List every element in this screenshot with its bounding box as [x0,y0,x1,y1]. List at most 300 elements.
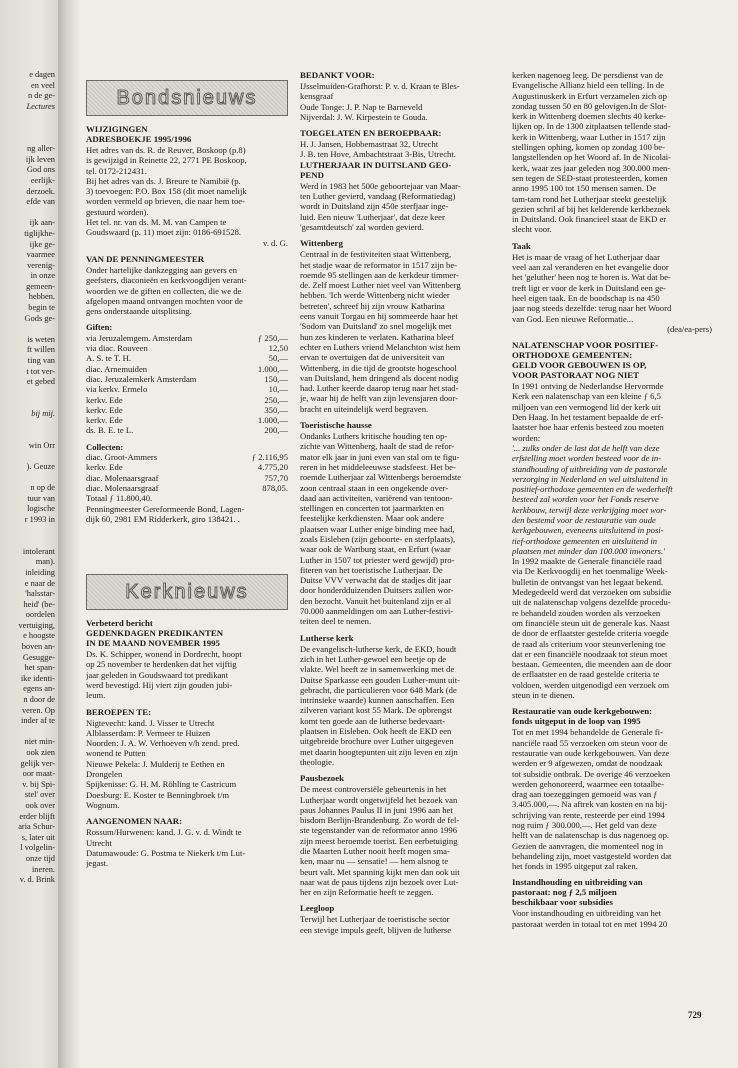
kerknieuws-banner [86,574,288,610]
text-line: geefsters, diaconieën en kerkvoogdijen verant- [86,275,247,286]
text-line: sen tegen de SED-staat protesteerden, komen [512,172,668,183]
text-line: hun zes kinderen te verlaten. Katharina bleef [300,331,454,342]
row-label: kerkv. Ede [86,394,123,405]
text-line: gestuurd worden). [86,206,149,217]
text-line: daad aan activiteiten, variërend van tentoon- [300,492,453,503]
fragment-line: ook zien [26,748,55,757]
row-label: diac. Molenaarsgraaf [86,482,159,493]
text-line: Nijverdal: J. W. Kirpestein te Gouda. [300,111,428,122]
fragment-line [0,451,55,462]
gifts-table [86,333,288,436]
section-title: ADRESBOEKJE 1995/1996 [86,134,192,144]
signature: v. d. G. [263,237,288,248]
text-line: Wognum. [86,799,120,810]
fragment-line [0,123,55,134]
text-line: treft ligt er voor de kerk in Duitsland een ge- [512,282,666,293]
text-line: Spijkenisse: G. H. M. Röhling te Castricum [86,779,237,790]
row-amount: 250,— [264,394,288,405]
fragment-line: gemeen- [26,281,55,291]
text-line: Augustinuskerk in Erfurt verzamelen zich op [512,90,667,101]
section-title: NALATENSCHAP VOOR POSITIEF- [512,340,659,351]
text-line: helft van de nalatenschap is dus nagenoeg op. [512,830,670,841]
paragraph [300,249,500,414]
section-title: Toeristische hausse [300,420,372,431]
text-line: bestaan. Gemeenten, die meenden aan de door [512,659,672,670]
fragment-line: n de ge- [28,91,55,101]
collections-heading: Collecten: [86,441,124,452]
text-line: 'gesamtdeutsch' zal worden gevierd. [300,221,424,232]
fragment-line [0,134,55,145]
row-amount: 150,— [264,373,288,384]
text-line: jaar geleden in Goudswaard tot predikant [86,669,228,680]
text-line: Drongelen [86,769,123,780]
table-row [86,462,288,472]
row-label: diac. Jeruzalemkerk Amsterdam [86,373,197,384]
fragment-line: ). Geuze [26,461,55,471]
text-line: uit de nalatenschap volgens dezelfde procedu- [512,597,671,608]
text-line: den bestemd voor de restauratie van oude [512,514,656,525]
fragment-line: boven an- [21,642,55,652]
text-line: behandeling zijn, moet vastgesteld worden dat [512,850,672,861]
column-1 [86,70,288,868]
fragment-line: oordelen [25,610,55,620]
text-line: Terwijl het Lutherjaar de toeristische sector [300,914,450,925]
text-line: had. Luther keerde daarop terug naar het stad- [300,383,459,394]
text-line: door honderdduizenden Duitsers zullen wor- [300,585,454,596]
fragment-line: v. bij Spi- [22,779,55,789]
fragment-line: veren. Op [21,705,55,715]
text-line: Den Haag. In het testament bepaalde de erf- [512,412,664,423]
fragment-line [0,324,55,335]
text-line: komt ten goede aan de lutherse bedevaart- [300,715,446,726]
row-amount: 4.775,20 [257,462,288,473]
text-line: is gewijzigd in Reinette 22, 2771 PE Boskoop, [86,155,247,166]
text-line: jegast. [86,858,109,869]
text-line: kerken nagenoeg leeg. De persdienst van de [512,70,664,80]
paragraph [512,70,712,235]
text-line: Ondanks Luthers kritische houding ten op- [300,431,448,442]
fragment-line [0,430,55,441]
section-title: ORTHODOXE GEMEENTEN: [512,350,633,361]
text-line: Nigtevecht: kand. J. Visser te Utrecht [86,717,215,728]
text-line: echter en Luthers vriend Melanchton wist hem [300,341,461,352]
text-line: betreten', schreef hij zijn vrouw Katharina [300,300,445,311]
paragraph [512,252,712,324]
column-2 [300,70,500,935]
fragment-line: verenig- [27,260,55,270]
table-row [86,374,288,384]
text-line: H. J. Jansen, Hobbemastraat 32, Utrecht [300,139,439,150]
section-title: IN DE MAAND NOVEMBER 1995 [86,638,220,649]
table-row [86,452,288,462]
text-line: veel aan zal veranderen en het evangelie door [512,262,669,273]
row-label: via Jeruzalemgem. Amsterdam [86,332,193,343]
text-line: kerk, waar zes jaar geleden nog 300.000 men- [512,162,671,173]
column-3 [512,70,712,929]
text-line: fiteren van het toeristische Lutherjaar. De [300,564,443,575]
text-line: op 25 november te herdenken dat het vijftig [86,659,237,670]
row-amount: 1.000,— [257,363,288,374]
text-line: Oude Tonge: J. P. Nap te Barneveld [300,101,423,112]
text-line: kerk in Wittenberg, waar Luther in 1517 zijn [512,131,666,142]
signature: (dea/ea-pers) [667,323,712,334]
paragraph [86,265,288,316]
fragment-line: eerlijk- [30,175,55,185]
text-line: tief-orthodoxe gemeenten en uitsluitend in [512,535,658,546]
text-line: worden vermeld op brieven, die naar hem toe- [86,196,245,207]
text-line: zijn meest beroemde toerist. Een eerbetuiging [300,835,458,846]
text-line: luid. Een nieuw 'Lutherjaar', dat deze keer [300,211,445,222]
text-line: kerkbouw, terwijl deze verkrijging moet wor- [512,504,667,515]
fragment-line: stel' over [24,790,55,800]
section-title: Taak [512,240,531,251]
fragment-line: vaarmee [26,250,55,260]
section-title: Instandhouding en uitbreiding van [512,877,643,888]
text-line: werd bevestigd. Hij viert zijn gouden jubi- [86,679,233,690]
row-label: kerkv. Ede [86,462,123,473]
row-label: kerkv. Ede [86,404,123,415]
text-line: theologie. [300,756,335,767]
row-label: diac. Molenaarsgraaf [86,472,159,483]
text-line: het fonds in 1995 uitgeput zal raken. [512,861,638,872]
text-line: roemde Lutherjaar zal Wittenbergs beroemdste [300,472,462,483]
fragment-line: erder blijft [19,811,55,821]
text-line: zich in het Luther-gewoel een beetje op de [300,653,447,664]
text-line: Noorden: J. A. W. Verhoeven v/h zend. pred. [86,738,240,749]
section-title: TOEGELATEN EN BEROEPBAAR: [300,128,442,139]
fragment-line: e dagen [29,70,55,79]
paragraph [86,827,288,868]
fragment-line: l volgelin- [20,843,55,853]
text-line: 3.405.000,—. Na aftrek van kosten en na bij- [512,799,668,810]
text-line: 3) toevoegen: P.O. Box 158 (dit moet namelijk [86,186,247,197]
text-line: werden gehonoreerd, waarmee een totaalbe- [512,778,664,789]
row-amount: 200,— [264,425,288,436]
text-line: de door de erflaatster gestelde criteria voegde [512,628,669,639]
fragment-line: v. d. Brink [19,875,55,885]
fragment-line [0,727,55,738]
text-line: hebben. 'Ich werde Wittenberg nicht wieder [300,290,450,301]
text-line: de erflaatster en de raad gestelde criteria te [512,669,660,680]
fragment-line: e naar de [24,578,55,588]
text-line: eens vanuit Torgau en hij sommeerde haar het [300,311,458,322]
text-line: Totaal ƒ 11.800,40. [86,493,153,504]
table-row [86,425,288,435]
text-line: reren in het middeleeuwse stadsfeest. Het be- [300,461,456,472]
fragment-line [0,473,55,484]
text-line: ste tegenstander van de reformator anno 1996 [300,825,458,836]
text-line: Evangelische Allianz hield een telling. In de [512,80,665,91]
row-amount: 12,50 [268,343,288,354]
text-line: jaar nog steeds dezelfde: terug naar het Woord [512,303,672,314]
text-line: den bezocht. Vanuit het buitenland zijn er al [300,595,452,606]
text-line: De meest controversiële gebeurtenis in het [300,784,447,795]
row-amount: 350,— [264,404,288,415]
text-line: re behandeld zouden worden als verzoeken [512,607,661,618]
fragment-line: ike identi- [20,673,55,683]
section-title: BEROEPEN TE: [86,706,152,717]
fragment-line: in onze [30,271,55,281]
fragment-line: God ons [26,165,55,175]
fragment-line: tiglijkhe- [24,228,55,238]
text-line: Bij het adres van ds. J. Breure te Namibië (p. [86,175,241,186]
paragraph [512,908,712,929]
text-line: roemde 95 stellingen aan de kerkdeur timmer- [300,269,459,280]
paragraph [512,556,712,700]
paragraph [300,181,500,232]
paragraph [300,914,500,935]
text-line: teiten deel te nemen. [300,616,372,627]
row-label: diac. Groot-Ammers [86,452,158,463]
fragment-line: win Orr [28,440,55,450]
fragment-line: egens an- [23,684,55,694]
fragment-line: vertuiging, [18,620,55,630]
text-line: plaatsen waar Luther enige binding mee had, [300,523,455,534]
text-line: Penningmeester Gereformeerde Bond, Lagen- [86,503,245,514]
text-line: zondag tussen 50 en 80 gelovigen.In de Slot- [512,100,667,111]
text-line: Nieuwe Pekela: J. Mulderij te Eethen en [86,758,225,769]
text-line: Ds. K. Schipper, wonend in Dordrecht, hoopt [86,649,242,660]
fragment-line: het span- [24,663,55,673]
text-line: stellingen ophing, komen op zondag 100 be- [512,142,665,153]
fragment-line: Lectures [26,101,55,111]
text-line: mator elk jaar in juni even van stal om te figu- [300,451,460,462]
text-line: met daarin hoogtepunten uit zijn leven en zijn [300,746,458,757]
section-title: pastoraat: nog ƒ 2,5 miljoen [512,887,617,898]
fragment-line: r 1993 in [24,514,55,524]
banner-title: Kerknieuws [125,580,249,603]
row-amount: ƒ 2.116,95 [251,452,288,463]
text-line: tel. 0172-212431. [86,165,147,176]
page-fold [58,0,80,1068]
text-line: paus Johannes Paulus II in juni 1996 aan het [300,804,453,815]
text-line: wonend te Putten [86,748,146,759]
text-line: feestelijke kerkdiensten. Maar ook andere [300,513,444,524]
fragment-line: aria Schur- [18,822,55,832]
text-line: zilveren variant kost 55 Mark. De opbrengst [300,705,453,716]
section-title: LUTHERJAAR IN DUITSLAND GEO- [300,159,452,170]
text-line: IJsselmuiden-Grafhorst: P. v. d. Kraan te Bles- [300,81,460,91]
row-amount: ƒ 250,— [257,332,288,343]
text-line: erfstelling moet worden besteed voor de in- [512,453,662,464]
text-line: waar ook de Wartburg staat, en Erfurt (waar [300,544,451,555]
fragment-line [0,112,55,123]
text-line: Onder hartelijke dankzegging aan gevers en [86,264,238,275]
text-line: bracht en uiteindelijk werd begraven. [300,403,429,414]
text-line: slecht voor. [512,224,552,235]
fragment-line: e hoogste [23,631,55,641]
text-line: heel eigen taak. En de boodschap is na 450 [512,292,660,303]
text-line: wordt in Duitsland zijn 450e sterfjaar inge- [300,201,449,212]
text-line: om financiële steun uit de generale kas. Naast [512,617,670,628]
fragment-line [0,536,55,547]
fragment-line: bij mij. [31,409,55,418]
fragment-line: oor maat- [22,769,55,779]
text-line: Wittenberg, in die tijd de grootste hogeschool [300,362,457,373]
paragraph [86,145,288,238]
text-line: Het is maar de vraag of het Lutherjaar daar [512,251,660,262]
fragment-line: Gesugge- [22,652,55,662]
text-line: ken, maar nu — sensatie! — hem alsnog te [300,856,449,867]
text-line: je, waar hij de helft van zijn levensjaren door- [300,393,459,404]
fragment-line: s, later uit [21,832,55,842]
section-title: PEND [300,169,324,180]
text-line: de raad als criterium voor steunverlening toe [512,638,666,649]
text-line: positief-orthodoxe gemeenten en de wederhelft [512,484,673,495]
text-line: het 'geluther' heen nog te horen is. Wat dat be- [512,272,671,283]
collections-table [86,452,288,493]
text-line: In 1992 maakte de Generale financiële raad [512,556,662,567]
fragment-line: logische [27,504,55,514]
row-label: ds. B. E. te L. [86,425,134,436]
text-line: leum. [86,690,106,701]
text-line: steun in te dienen. [512,690,575,701]
fragment-line: ting van [27,356,55,366]
section-title: VAN DE PENNINGMEESTER [86,253,205,264]
text-line: Utrecht [86,837,112,848]
fragment-line: hebben. [28,292,55,302]
fragment-line: n door de [23,695,55,705]
text-line: zoals Eisleben (zijn geboorte- en sterfplaats), [300,533,456,544]
text-line: Gezien de aanvragen, die momenteel nog in [512,840,664,851]
text-line: Voor instandhouding en uitbreiding van het [512,908,662,919]
fragment-line [0,388,55,399]
text-line: Luther in 1507 tot priester werd gewijd) pro- [300,554,455,565]
table-row [86,473,288,483]
paragraph [300,139,500,160]
fragment-line: ng aller- [27,144,55,154]
text-line: Werd in 1983 het 500e geboortejaar van Maar- [300,180,461,191]
fragment-line: derzoek. [26,186,55,196]
section-title: Verbeterd bericht [86,618,153,629]
fragment-line: is weten [27,334,55,344]
text-line: Datumawoude: G. Postma te Niekerk t/m Lut- [86,847,246,858]
fragment-line: tuur van [27,493,55,503]
text-line: lijken op. In de 1300 zitplaatsen tellende stad- [512,121,671,132]
table-row [86,483,288,493]
paragraph [86,718,288,811]
fragment-line: n op de [30,483,55,493]
text-line: het stadje waar de reformator in 1517 zijn be- [300,259,458,270]
fragment-line: ineren. [31,864,55,874]
text-line: van Duitsland, hem dringend als docent nodig [300,372,459,383]
paragraph [86,649,288,700]
row-amount: 757,70 [264,472,288,483]
fragment-line: begin te [28,303,55,313]
text-line: Rossum/Hurwenen: kand. J. G. v. d. Windt te [86,827,242,838]
text-line: bulletin de ontvangst van het legaat bekend. [512,576,664,587]
text-line: Kerk een nalatenschap van een kleine ƒ 6,5 [512,391,661,402]
text-line: werden er 9 afgewezen, omdat de noodzaak [512,758,663,769]
text-line: Centraal in de festiviteiten staat Wittenberg, [300,249,452,260]
text-line: miljoen van een vermogend lid der kerk uit [512,401,661,412]
table-row [86,384,288,394]
text-line: Alblasserdam: P. Vermeer te Huizen [86,727,211,738]
fragment-line [0,420,55,431]
fragment-line: ijk aan- [29,218,55,228]
text-line: via De Kerkvoogdij en het toenmalige Week- [512,566,668,577]
text-line: de. Zelf moest Luther niet veel van Wittenberg [300,280,461,291]
text-line: van God. Een nieuwe Reformatie... [512,313,634,324]
section-title: AANGENOMEN NAAR: [86,816,183,827]
text-line: die Maarten Luther nooit heeft mogen sma- [300,846,450,856]
section-title: BEDANKT VOOR: [300,70,375,80]
text-line: kerk in Wittenberg doemen slechts 40 kerke- [512,111,666,122]
text-line: beurt valt. Met spanning kijkt men dan ook uit [300,866,460,877]
text-line: tam-tam rond het Lutherjaar steekt geestelijk [512,193,667,204]
fragment-line: t tot ver- [26,366,55,376]
text-line: In 1991 ontving de Nederlandse Hervormde [512,381,664,392]
text-line: vlakte. Wel heeft ze in samenwerking met de [300,664,455,675]
text-line: restauratie van oude kerkgebouwen. Van deze [512,747,670,758]
section-title: Wittenberg [300,238,343,249]
section-title: Restauratie van oude kerkgebouwen: [512,706,653,717]
fragment-line: et gebed [26,377,55,387]
text-line: Het adres van ds. R. de Reuver, Boskoop (p.8) [86,145,246,155]
paragraph [300,644,500,768]
fragment-line: onze tijd [25,853,55,863]
text-line: langstellenden op het Woord af. In de Nicolai- [512,152,672,163]
text-line: uitgebreide brochure over Luther uitgegeven [300,736,454,747]
row-label: kerkv. Ede [86,415,123,426]
paragraph [300,81,500,122]
section-title: fonds uitgeput in de loop van 1995 [512,716,641,727]
text-line: 'Sodom van Duitsland' zo snel mogelijk met [300,321,452,332]
row-label: diac. Arnemuiden [86,363,148,374]
text-line: laatster hoe haar erfenis besteed zou moeten [512,422,664,433]
fragment-line [0,398,55,409]
section-title: Lutherse kerk [300,632,354,643]
text-line: verzorging in Nederland en wel uitsluitend in [512,473,668,484]
paragraph [512,381,712,443]
text-line: kerkgebouwen, eveneens uitsluitend in posi- [512,525,664,536]
text-line: gens onderstaande uitsplitsing. [86,306,192,317]
left-page-fragments [0,70,55,886]
section-title: Leegloop [300,903,335,914]
gifts-heading: Giften: [86,322,113,333]
fragment-line [0,526,55,537]
fragment-line: Gods ge- [24,313,55,323]
text-line: Het tel. nr. van ds. M. M. van Campen te [86,217,227,228]
section-title: beschikbaar voor subsidies [512,897,613,908]
text-line: afgelopen maand ontvangen mochten voor de [86,295,243,306]
text-line: gezien schril af bij het kelderende kerkbezoek [512,203,670,214]
text-line: plaatsen met minder dan 100.000 inwoners.' [512,545,665,556]
paragraph [512,727,712,871]
text-line: voldoen, werden uitgenodigd een verzoek om [512,679,670,690]
text-line: standhouding of uitbreiding van de pastorale [512,463,668,474]
fragment-line: ijke ge- [29,239,55,249]
text-line: nog ruim ƒ 300.000,—. Het geld van deze [512,820,657,830]
text-line: woorden we de giften en collecten, die we de [86,285,242,296]
text-line: nanciële raad 55 verzoeken om steun voor de [512,737,668,748]
row-amount: 10,— [268,384,288,395]
fragment-line: inder af te [21,716,55,726]
text-line: schrijving van rente, resteerde per eind 1994 [512,809,665,820]
text-line: zichte van Wittenberg, haalt de stad de refor- [300,441,455,452]
text-line: her en zijn Reformatie heeft te zeggen. [300,887,434,898]
text-line: Lutherjaar wordt ongetwijfeld het bezoek van [300,794,458,805]
text-line: pastoraat werden in totaal tot en met 1994 20 [512,918,668,929]
row-amount: 878,05. [262,482,288,493]
text-line: Duitse VVV verwacht dat de stadjes dit jaar [300,575,452,586]
section-title: Pausbezoek [300,773,344,784]
table-row [86,353,288,363]
text-line: ten Luther gevierd, vandaag (Reformatiedag) [300,191,456,202]
paragraph [300,431,500,627]
row-label: via diac. Rouveen [86,343,148,354]
text-line: tot subsidie ontbrak. De overige 46 verzoeken [512,768,671,779]
